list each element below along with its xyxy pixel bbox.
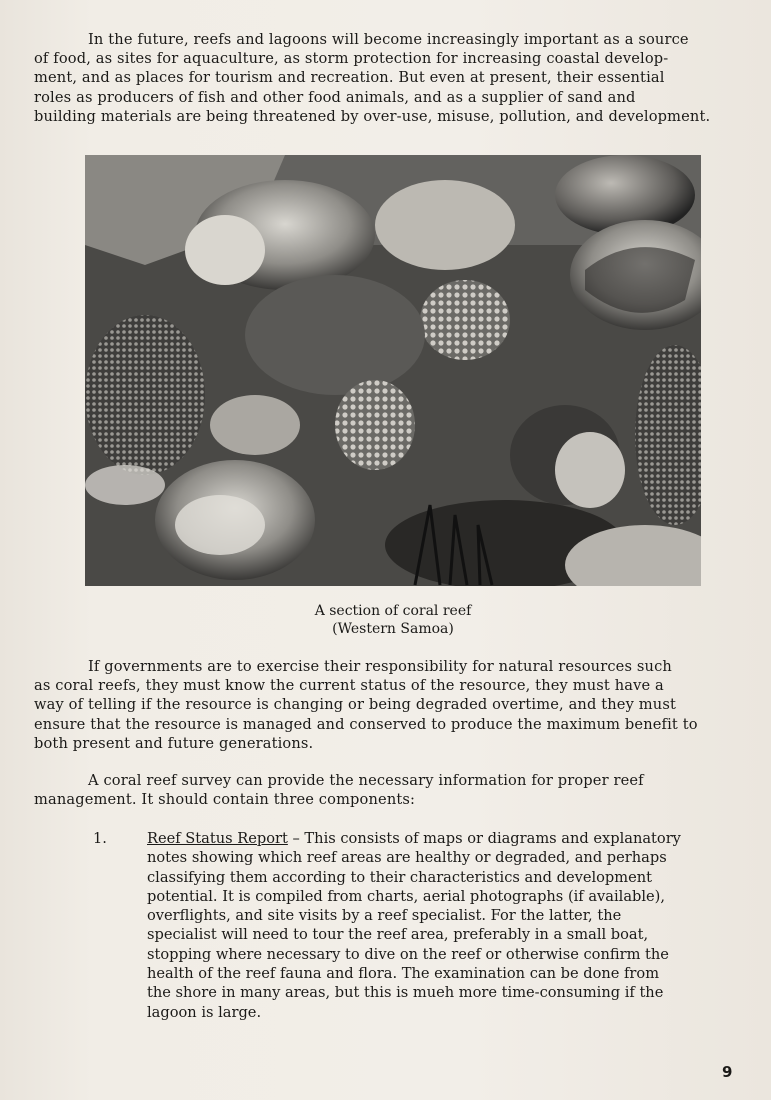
text-line: ment, and as places for tourism and recreation. But even at present, their essential (34, 69, 665, 87)
governments-paragraph (34, 657, 750, 753)
text-line: health of the reef fauna and flora. The examination can be done from (147, 965, 660, 983)
text-line: roles as producers of fish and other food animals, and as a supplier of sand and (34, 88, 636, 106)
text-line: as coral reefs, they must know the current status of the resource, they must have a (34, 677, 664, 695)
list-body (147, 829, 747, 1022)
page-number: 9 (722, 1063, 733, 1081)
text-line: stopping where necessary to dive on the reef or otherwise confirm the (147, 945, 669, 963)
intro-paragraph (34, 30, 750, 126)
text-line: In the future, reefs and lagoons will become increasingly important as a source (88, 31, 689, 48)
text-line: both present and future generations. (34, 734, 314, 752)
text-line: lagoon is large. (147, 1003, 262, 1021)
text-line: ensure that the resource is managed and conserved to produce the maximum benefit to (34, 715, 698, 733)
text-line: notes showing which reef areas are healthy or degraded, and perhaps (147, 849, 667, 867)
text-line: specialist will need to tour the reef area, preferably in a small boat, (147, 926, 649, 944)
survey-paragraph (34, 771, 750, 809)
text-line: the shore in many areas, but this is mueh more time-consuming if the (147, 984, 664, 1002)
figure-caption: A section of coral reef (314, 603, 472, 619)
text-line: way of telling if the resource is changing or being degraded overtime, and they must (34, 696, 676, 714)
coral-reef-photo (85, 155, 701, 586)
text-line: building materials are being threatened by over-use, misuse, pollution, and development. (34, 107, 711, 125)
list-first-line (147, 829, 747, 848)
text-line: If governments are to exercise their responsibility for natural resources such (88, 658, 672, 675)
coral-reef-illustration (85, 155, 701, 586)
text-line: potential. It is compiled from charts, aerial photographs (if available), (147, 887, 665, 905)
text-line: management. It should contain three components: (34, 791, 416, 809)
list-term: Reef Status Report (147, 830, 288, 847)
list-first-text: – This consists of maps or diagrams and explanatory (287, 830, 681, 847)
text-line: overflights, and site visits by a reef specialist. For the latter, the (147, 907, 622, 925)
list-number: 1. (93, 830, 107, 847)
text-line: A coral reef survey can provide the necessary information for proper reef (88, 772, 644, 789)
text-line: classifying them according to their characteristics and development (147, 868, 652, 886)
figure-caption-location: (Western Samoa) (332, 621, 454, 637)
text-line: of food, as sites for aquaculture, as storm protection for increasing coastal develop- (34, 50, 669, 68)
